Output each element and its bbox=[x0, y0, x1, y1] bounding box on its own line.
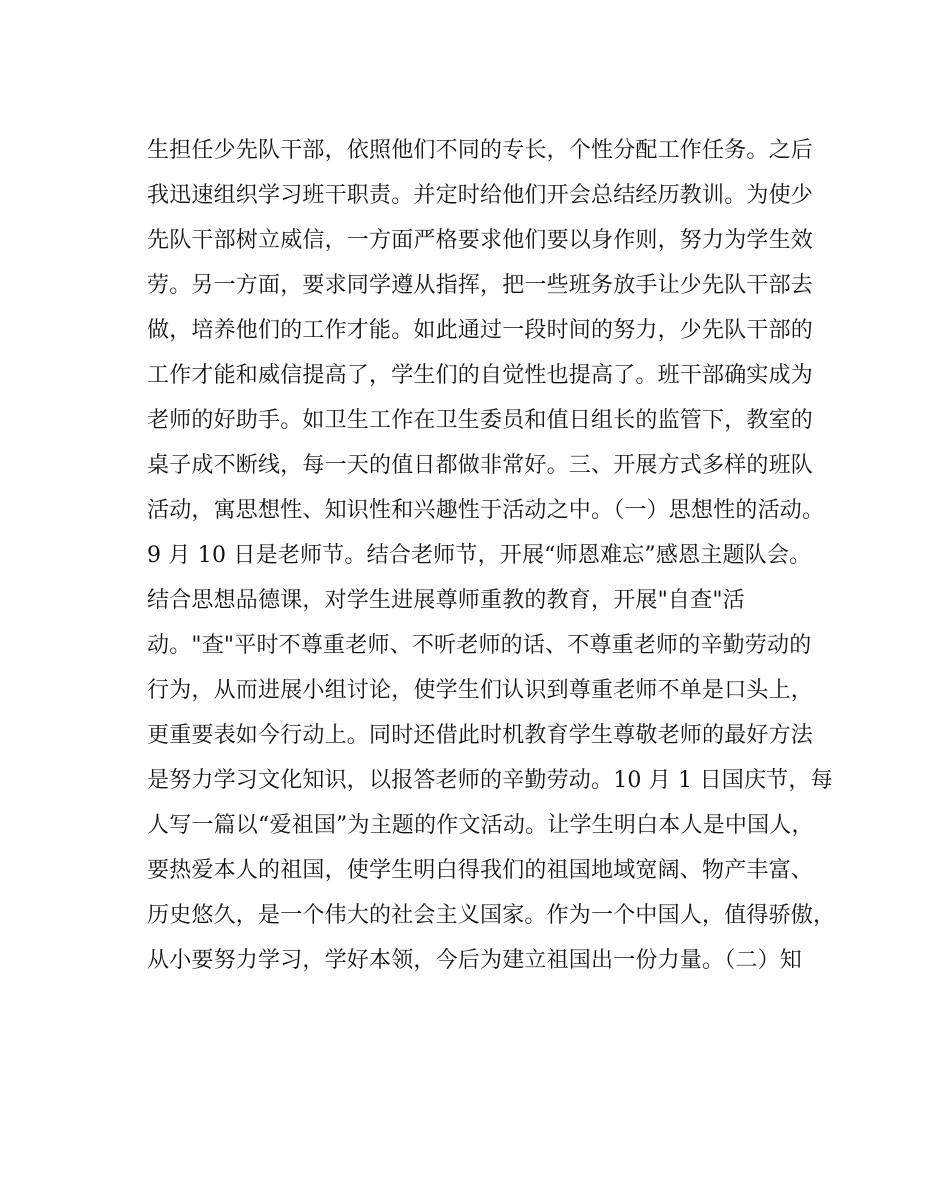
text-line: 工作才能和威信提高了，学生们的自觉性也提高了。班干部确实成为 bbox=[147, 363, 814, 388]
text-line: 人写一篇以“爱祖国”为主题的作文活动。让学生明白本人是中国人， bbox=[147, 813, 814, 838]
body-text bbox=[147, 128, 836, 983]
text-line: 桌子成不断线，每一天的值日都做非常好。三、开展方式多样的班队 bbox=[147, 453, 814, 478]
text-line: 老师的好助手。如卫生工作在卫生委员和值日组长的监管下，教室的 bbox=[147, 408, 814, 433]
text-line: 更重要表如今行动上。同时还借此时机教育学生尊敬老师的最好方法 bbox=[147, 723, 814, 748]
text-line: 从小要努力学习，学好本领，今后为建立祖国出一份力量。（二）知 bbox=[147, 948, 803, 973]
text-line: 结合思想品德课，对学生进展尊师重教的教育，开展"自查"活 bbox=[147, 588, 745, 613]
text-line: 历史悠久，是一个伟大的社会主义国家。作为一个中国人，值得骄傲， bbox=[147, 903, 836, 928]
text-line: 活动，寓思想性、知识性和兴趣性于活动之中。（一）思想性的活动。 bbox=[147, 498, 825, 523]
text-line: 动。"查"平时不尊重老师、不听老师的话、不尊重老师的辛勤劳动的 bbox=[147, 633, 812, 658]
text-line: 行为，从而进展小组讨论，使学生们认识到尊重老师不单是口头上， bbox=[147, 678, 814, 703]
text-line: 先队干部树立威信，一方面严格要求他们要以身作则，努力为学生效 bbox=[147, 228, 814, 253]
text-line: 是努力学习文化知识，以报答老师的辛勤劳动。10 月 1 日国庆节，每 bbox=[147, 768, 833, 793]
text-line: 9 月 10 日是老师节。结合老师节，开展“师恩难忘”感恩主题队会。 bbox=[147, 543, 812, 568]
text-line: 要热爱本人的祖国，使学生明白得我们的祖国地域宽阔、物产丰富、 bbox=[147, 858, 814, 883]
text-line: 生担任少先队干部，依照他们不同的专长，个性分配工作任务。之后 bbox=[147, 138, 814, 163]
text-line: 做，培养他们的工作才能。如此通过一段时间的努力，少先队干部的 bbox=[147, 318, 814, 343]
text-line: 劳。另一方面，要求同学遵从指挥，把一些班务放手让少先队干部去 bbox=[147, 273, 814, 298]
text-line: 我迅速组织学习班干职责。并定时给他们开会总结经历教训。为使少 bbox=[147, 183, 814, 208]
